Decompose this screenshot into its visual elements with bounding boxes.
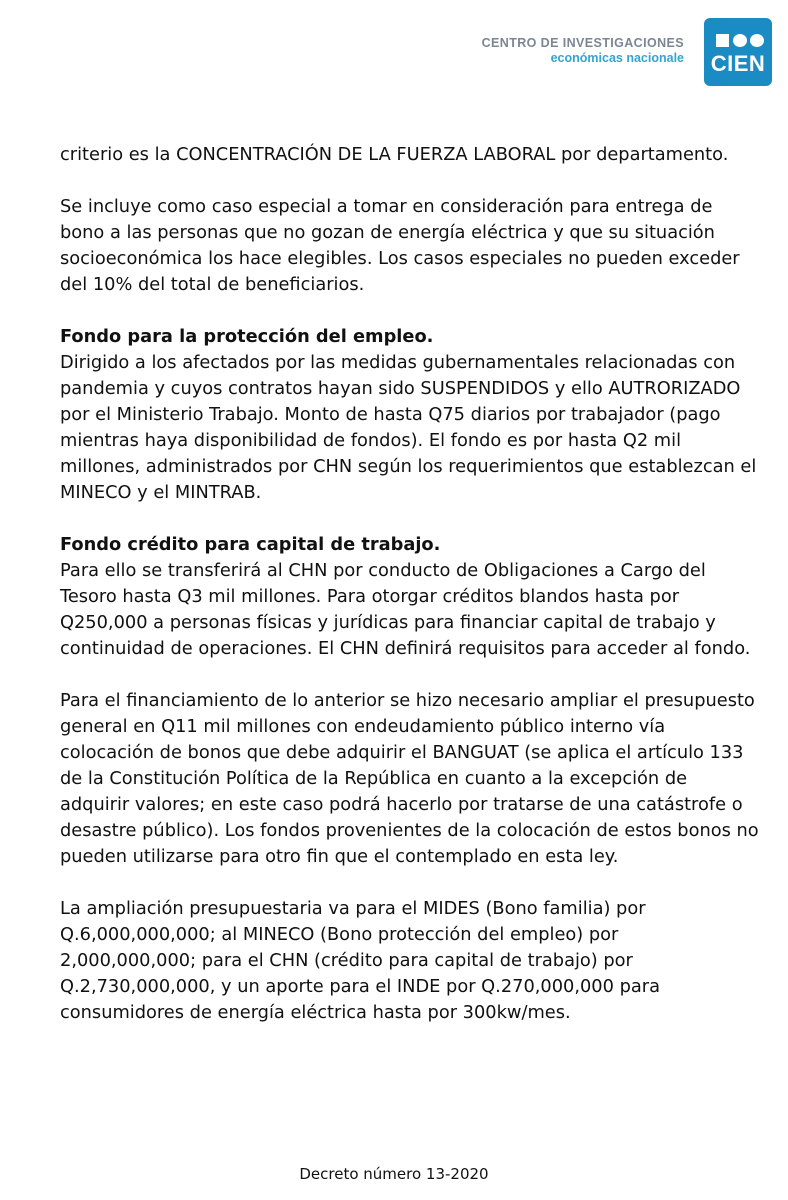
paragraph-criteria: criterio es la CONCENTRACIÓN DE LA FUERZA LABORAL por departamento.: [60, 144, 729, 165]
logo-circle-mark-2: [750, 34, 764, 47]
paragraph-budget-allocation: La ampliación presupuestaria va para el MIDES (Bono familia) por Q.6,000,000,000; al MINECO (Bono protección del empleo) por 2,000,000,000; para el CHN (crédito para capital de trabajo) por Q.2,730,000,000, y un aporte para el INDE por Q.270,000,000 para consumidores de energía eléctrica hasta por 300kw/mes.: [60, 898, 660, 1023]
page-footer: Decreto número 13-2020: [299, 1165, 489, 1183]
logo-text: CIEN: [710, 51, 766, 76]
section-employment-fund: [60, 324, 760, 506]
org-name-line2: económicas nacionale: [550, 51, 684, 65]
organization-name: [482, 36, 684, 65]
section-working-capital-fund: [60, 532, 760, 662]
logo-circle-mark-1: [733, 34, 747, 47]
section-text: Para ello se transferirá al CHN por conducto de Obligaciones a Cargo del Tesoro hasta Q3 mil millones. Para otorgar créditos blandos hasta por Q250,000 a personas físicas y jurídicas para financiar capital de trabajo y continuidad de operaciones. El CHN definirá requisitos para acceder al fondo.: [60, 560, 751, 659]
document-body: [60, 142, 760, 1052]
org-name-line1: CENTRO DE INVESTIGACIONES: [481, 36, 684, 50]
paragraph-special-cases: Se incluye como caso especial a tomar en consideración para entrega de bono a las personas que no gozan de energía eléctrica y que su situación socioeconómica los hace elegibles. Los casos especiales no pueden exceder del 10% del total de beneficiarios.: [60, 196, 740, 295]
paragraph-financing: Para el financiamiento de lo anterior se hizo necesario ampliar el presupuesto general en Q11 mil millones con endeudamiento público interno vía colocación de bonos que debe adquirir el BANGUAT (se aplica el artículo 133 de la Constitución Política de la República en cuanto a la excepción de adquirir valores; en este caso podrá hacerlo por tratarse de una catástrofe o desastre público). Los fondos provenientes de la colocación de estos bonos no pueden utilizarse para otro fin que el contemplado en esta ley.: [60, 690, 759, 867]
section-heading: Fondo para la protección del empleo.: [60, 326, 434, 347]
section-heading: Fondo crédito para capital de trabajo.: [60, 534, 441, 555]
cien-logo: [704, 18, 772, 86]
logo-square-mark: [716, 34, 729, 47]
section-text: Dirigido a los afectados por las medidas gubernamentales relacionadas con pandemia y cuyos contratos hayan sido SUSPENDIDOS y ello AUTRORIZADO por el Ministerio Trabajo. Monto de hasta Q75 diarios por trabajador (pago mientras haya disponibilidad de fondos). El fondo es por hasta Q2 mil millones, administrados por CHN según los requerimientos que establezcan el MINECO y el MINTRAB.: [60, 352, 757, 503]
